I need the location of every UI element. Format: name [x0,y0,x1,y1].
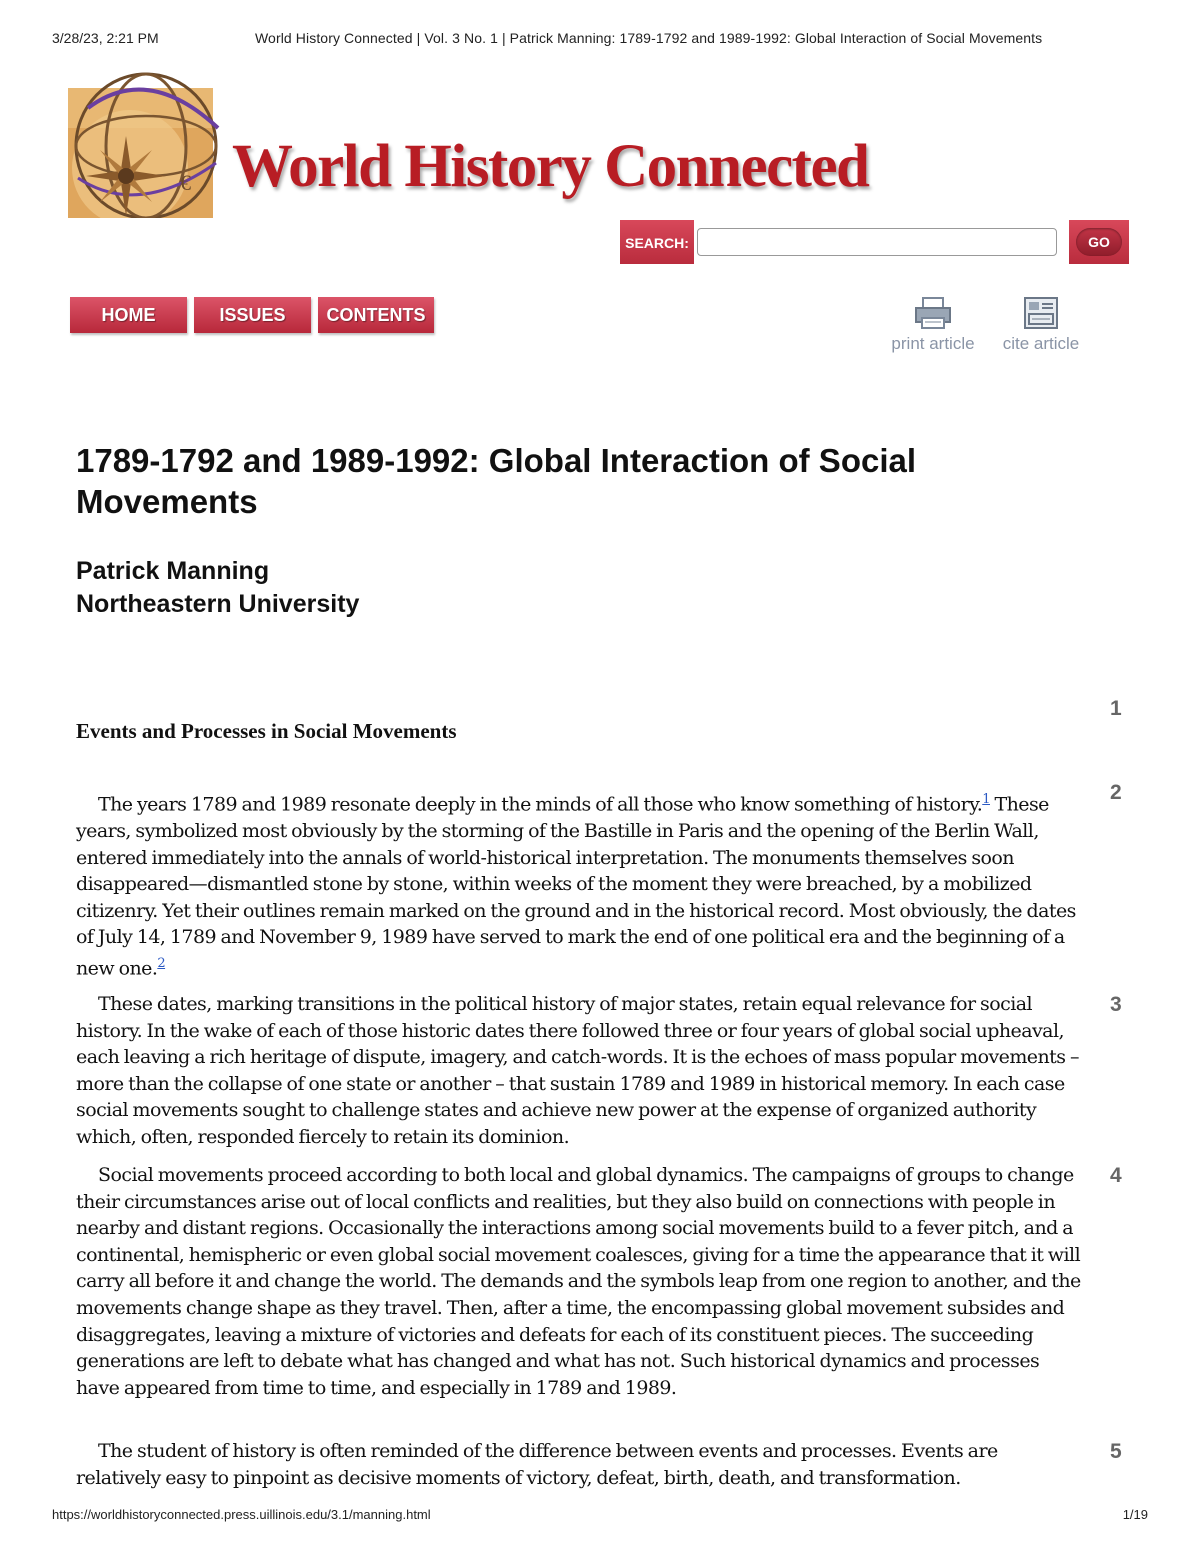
author-affiliation: Northeastern University [76,590,360,618]
print-article-label: print article [891,334,975,353]
site-logo-text[interactable]: World History Connected [232,133,869,200]
footnote-link-1[interactable]: 1 [982,792,990,807]
cite-article-label: cite article [1002,334,1080,353]
site-logo-globe-icon[interactable] [68,68,228,218]
nav-issues-button[interactable]: ISSUES [194,297,311,333]
article-title: 1789-1792 and 1989-1992: Global Interaction of Social Movements [76,442,917,520]
print-timestamp: 3/28/23, 2:21 PM [52,30,159,46]
section-heading: Events and Processes in Social Movements [76,719,457,743]
paragraph-number: 4 [1110,1164,1122,1187]
print-footer-url: https://worldhistoryconnected.press.uillinois.edu/3.1/manning.html [52,1507,431,1522]
author-name: Patrick Manning [76,557,270,585]
paragraph-5: The student of history is often reminded of the difference between events and processes. Events are relatively easy to pinpoint as decisive moments of victory, defeat, birth, death, and transformation. [76,1440,998,1489]
svg-text:€: € [180,170,191,195]
print-article-link[interactable] [884,296,982,354]
cite-document-icon [1021,296,1061,330]
nav-home-button[interactable]: HOME [70,297,187,333]
search-go-button[interactable] [1069,220,1129,264]
paragraph-number: 2 [1110,781,1122,804]
cite-article-link[interactable] [998,296,1084,354]
paragraph-2-text-b: These years, symbolized most obviously by the storming of the Bastille in Paris and the opening of the Berlin Wall, entered immediately into the annals of world-historical interpretation. The monuments themselves soon disappeared—dismantled stone by stone, within weeks of the moment they were breached, by a mobilized citizenry. Yet their outlines remain marked on the ground and in the historical record. Most obviously, the dates of July 14, 1789 and November 9, 1989 have served to mark the end of one political era and the beginning of a new one. [76,793,1076,980]
paragraph-4: Social movements proceed according to both local and global dynamics. The campaigns of groups to change their circumstances arise out of local conflicts and realities, but they also build on connections with people in nearby and distant regions. Occasionally the interactions among social movements build to a fever pitch, and a continental, hemispheric or even global social movement coalesces, giving for a time the appearance that it will carry all before it and change the world. The demands and the symbols leap from one region to another, and the movements change shape as they travel. Then, after a time, the encompassing global movement subsides and disaggregates, leaving a mixture of victories and defeats for each of its constituent pieces. The succeeding generations are left to debate what has changed and what has not. Such historical dynamics and processes have appeared from time to time, and especially in 1789 and 1989. [76,1164,1081,1399]
print-page-number: 1/19 [1122,1507,1148,1522]
search-go-label: GO [1076,228,1122,256]
paragraph-2-text-a: The years 1789 and 1989 resonate deeply in the minds of all those who know something of history. [98,793,983,816]
paragraph-number: 1 [1110,697,1122,720]
search-label: SEARCH: [620,220,694,264]
footnote-link-2[interactable]: 2 [157,955,166,971]
print-page-title: World History Connected | Vol. 3 No. 1 | Patrick Manning: 1789-1792 and 1989-1992: Global Interaction of Social Movements [255,30,1043,46]
paragraph-number: 5 [1110,1440,1122,1463]
paragraph-2 [76,787,1086,982]
author-block [76,555,359,621]
search-input[interactable] [697,228,1057,256]
paragraph-3: These dates, marking transitions in the political history of major states, retain equal relevance for social history. In the wake of each of those historic dates there followed three or four years of global social upheaval, each leaving a rich heritage of dispute, imagery, and catch-words. It is the echoes of mass popular movements – more than the collapse of one state or another – that sustain 1789 and 1989 in historical memory. In each case social movements sought to challenge states and achieve new power at the expense of organized authority which, often, responded fiercely to retain its dominion. [76,993,1079,1148]
print-header [52,30,1140,50]
printer-icon [913,296,953,330]
paragraph-number: 3 [1110,993,1122,1016]
nav-contents-button[interactable]: CONTENTS [318,297,434,333]
